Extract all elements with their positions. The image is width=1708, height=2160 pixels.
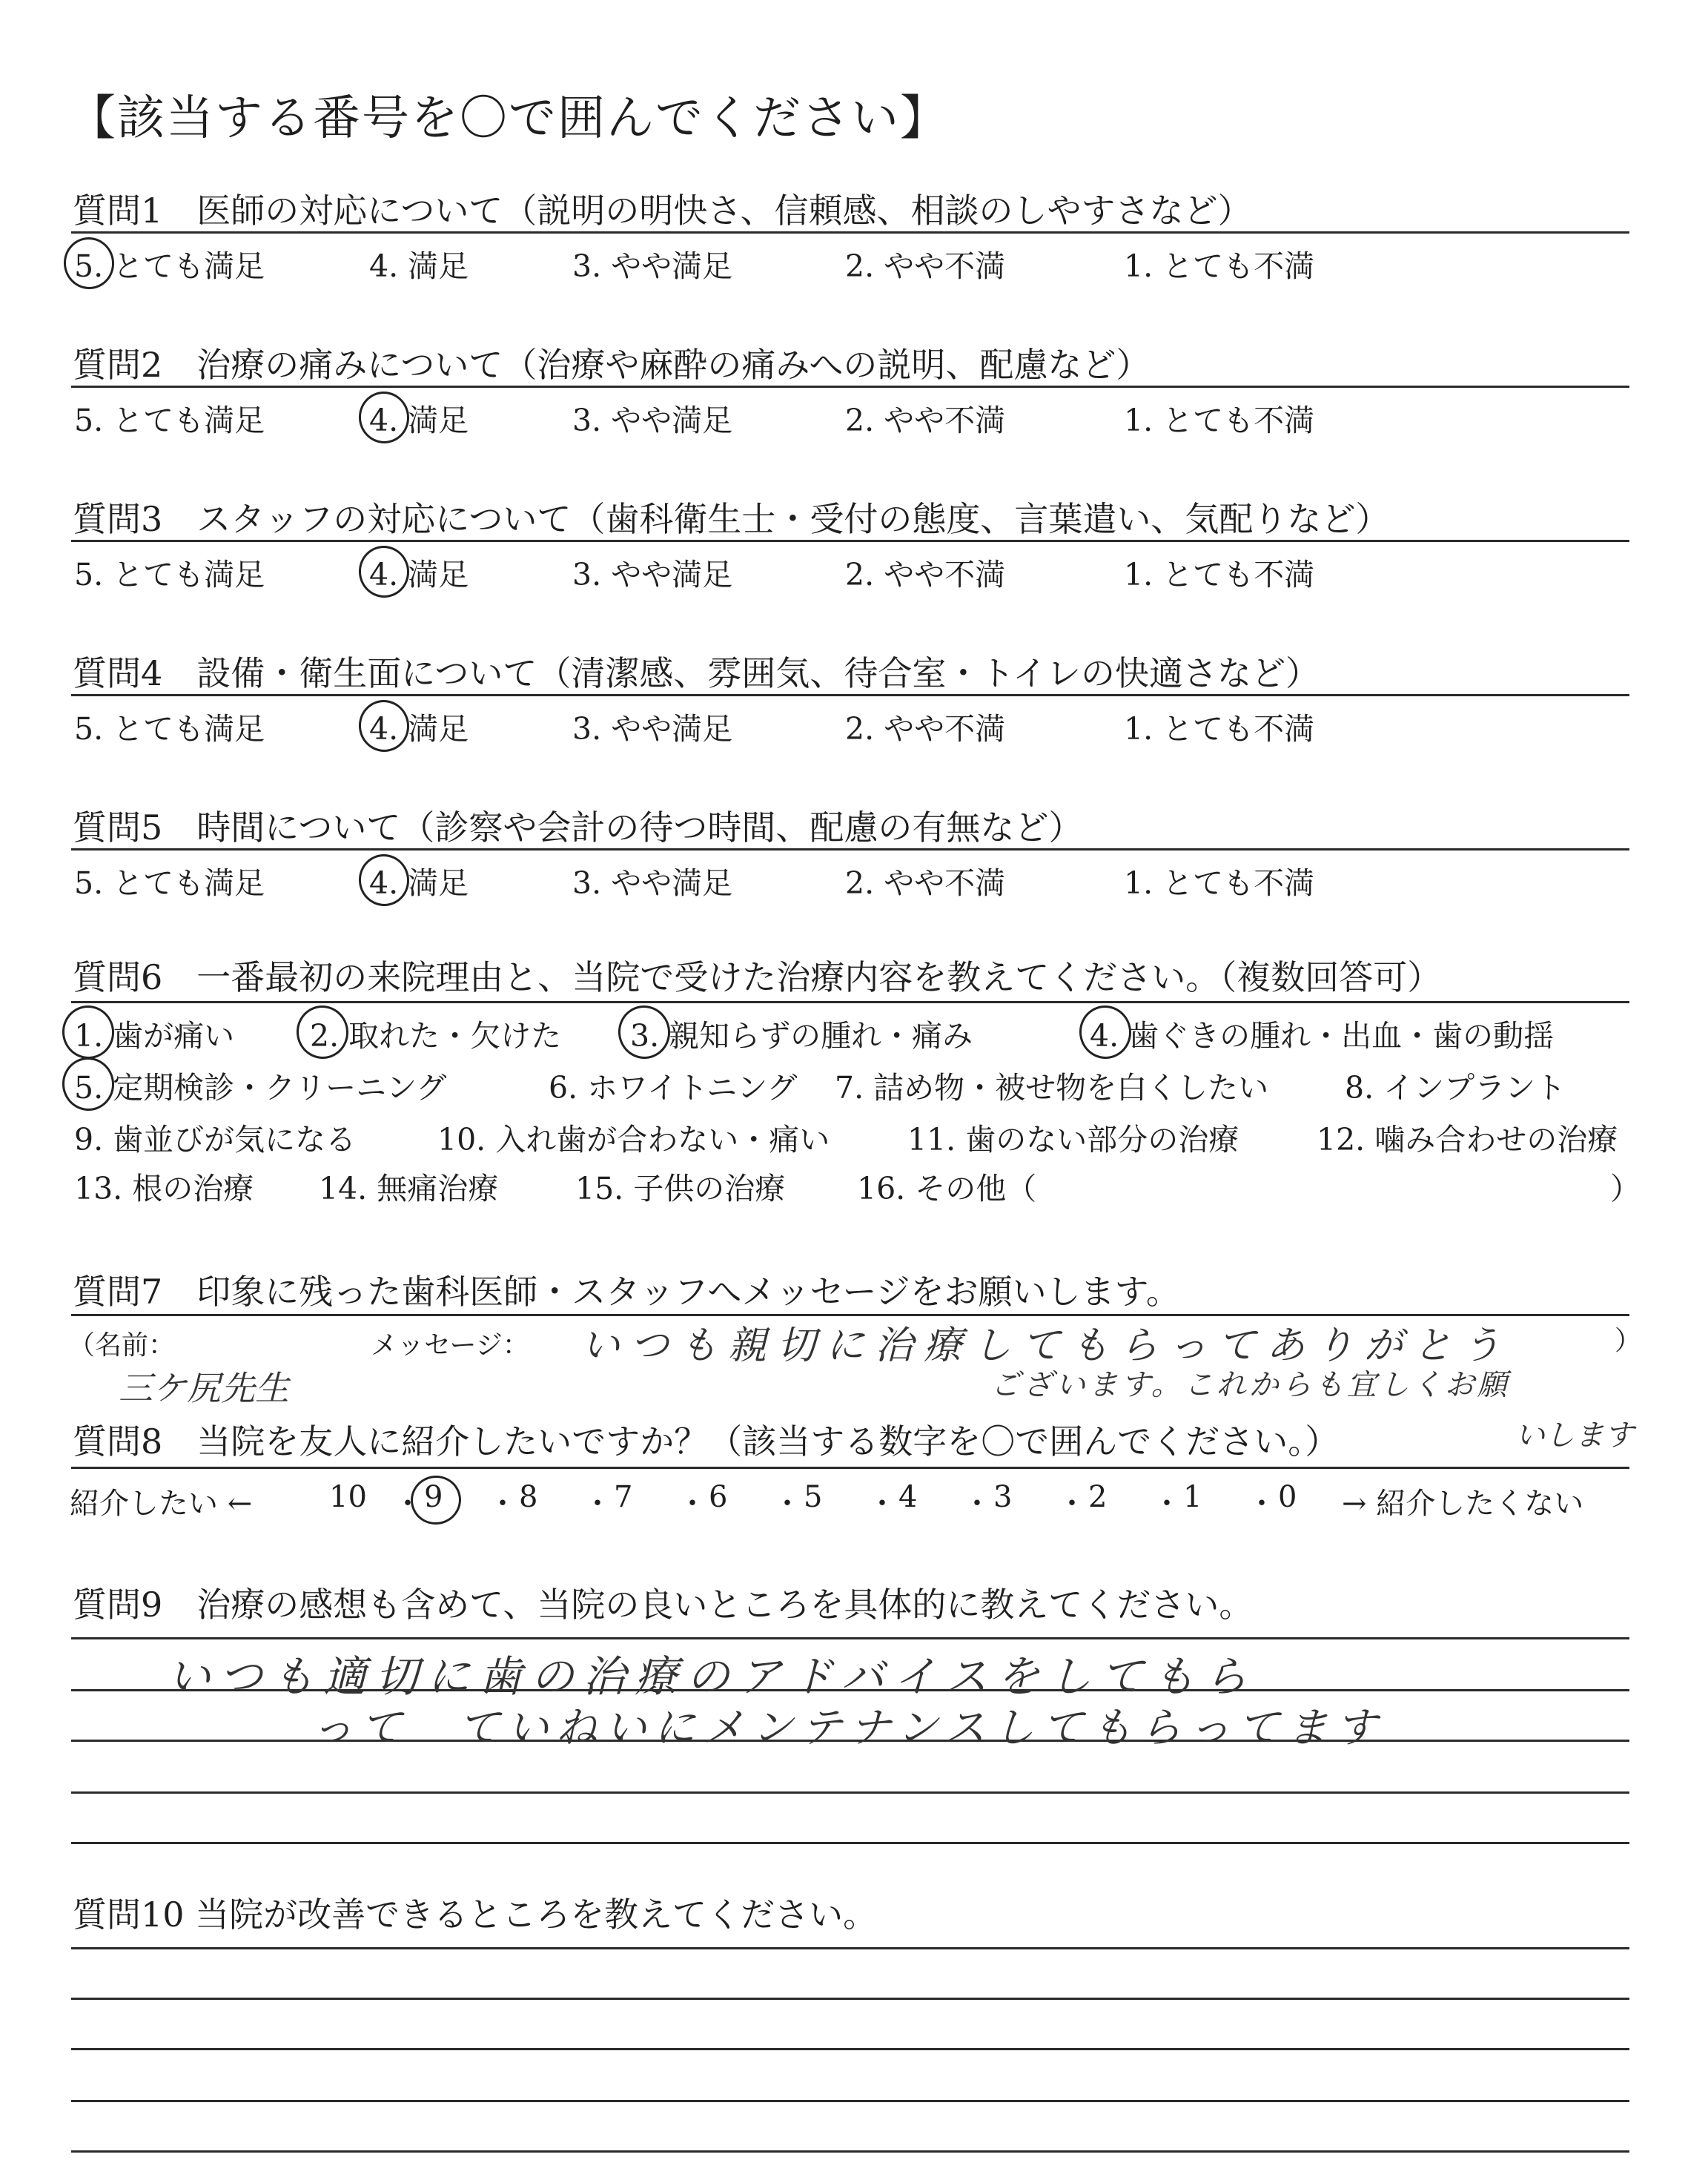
q5-option-5: 5. とても満足: [74, 865, 265, 901]
q8-scale-dot: ・: [1057, 1487, 1087, 1521]
q6-option-7: 7. 詰め物・被せ物を白くしたい: [835, 1070, 1269, 1106]
q6-close-paren: ）: [1610, 1171, 1641, 1206]
q8-scale-value-6: 6: [709, 1480, 728, 1514]
q1-option-5: 5. とても満足: [74, 248, 265, 284]
q8-scale-dot: ・: [867, 1487, 897, 1521]
q6-option-2: 2. 取れた・欠けた: [310, 1018, 562, 1054]
q8-scale-value-5: 5: [804, 1480, 823, 1514]
q8-right-label: → 紹介したくない: [1342, 1487, 1584, 1521]
q8-scale-dot: ・: [772, 1487, 802, 1521]
q7-handwritten-name: 三ケ尻先生: [119, 1368, 289, 1408]
q6-option-3: 3. 親知らずの腫れ・痛み: [630, 1018, 973, 1054]
q6-option-14: 14. 無痛治療: [319, 1171, 499, 1206]
q3-option-5: 5. とても満足: [74, 557, 265, 592]
q9-rule-1: [71, 1637, 1629, 1639]
q8-scale-dot: ・: [393, 1487, 423, 1521]
q2-title: 質問2 治療の痛みについて（治療や麻酔の痛みへの説明、配慮など）: [73, 345, 1151, 385]
q9-handwritten-line2: って ていねいにメンテナンスしてもらってます: [311, 1704, 1385, 1752]
q8-scale-dot: ・: [678, 1487, 707, 1521]
q2-option-5: 5. とても満足: [74, 403, 265, 438]
q6-option-8: 8. インプラント: [1345, 1070, 1566, 1106]
q8-scale-value-0: 0: [1278, 1480, 1297, 1514]
q8-scale-dot: ・: [1247, 1487, 1277, 1521]
q8-title: 質問8 当院を友人に紹介したいですか？（該当する数字を〇で囲んでください。）: [73, 1421, 1340, 1462]
q6-rule: [71, 1001, 1629, 1003]
q6-option-15: 15. 子供の治療: [575, 1171, 786, 1206]
q6-title: 質問6 一番最初の来院理由と、当院で受けた治療内容を教えてください。（複数回答可）: [73, 957, 1442, 997]
q6-option-16: 16. その他（: [857, 1171, 1037, 1206]
q8-scale-value-8: 8: [519, 1480, 538, 1514]
q6-option-1: 1. 歯が痛い: [74, 1018, 235, 1054]
q8-scale-value-2: 2: [1088, 1480, 1108, 1514]
q2-option-1: 1. とても不満: [1124, 403, 1315, 438]
q2-option-3: 3. やや満足: [572, 403, 733, 438]
q1-title: 質問1 医師の対応について（説明の明快さ、信頼感、相談のしやすさなど）: [73, 191, 1252, 231]
q3-title: 質問3 スタッフの対応について（歯科衛生士・受付の態度、言葉遣い、気配りなど）: [73, 499, 1390, 539]
q7-message-label: メッセージ：: [371, 1330, 529, 1361]
q6-option-4: 4. 歯ぐきの腫れ・出血・歯の動揺: [1090, 1018, 1555, 1054]
q3-option-2: 2. やや不満: [845, 557, 1006, 592]
q8-scale-dot: ・: [488, 1487, 517, 1521]
page-heading: 【該当する番号を〇で囲んでください】: [68, 91, 949, 146]
q3-option-4: 4. 満足: [369, 557, 469, 592]
q7-handwritten-message-line2: ございます。これからも宜しくお願: [990, 1368, 1510, 1402]
q1-option-1: 1. とても不満: [1124, 248, 1315, 284]
q1-option-2: 2. やや不満: [845, 248, 1006, 284]
q5-option-1: 1. とても不満: [1124, 865, 1315, 901]
q10-rule-1: [71, 1947, 1629, 1949]
q6-option-13: 13. 根の治療: [74, 1171, 254, 1206]
q8-rule: [71, 1467, 1629, 1469]
q4-option-3: 3. やや満足: [572, 711, 733, 747]
q9-handwritten-line1: いつも適切に歯の治療のアドバイスをしてもら: [168, 1651, 1257, 1702]
q5-option-3: 3. やや満足: [572, 865, 733, 901]
q2-rule: [71, 386, 1629, 388]
q6-option-5: 5. 定期検診・クリーニング: [74, 1070, 447, 1106]
q6-option-11: 11. 歯のない部分の治療: [907, 1122, 1239, 1157]
q8-scale-dot: ・: [962, 1487, 992, 1521]
q5-title: 質問5 時間について（診察や会計の待つ時間、配慮の有無など）: [73, 807, 1083, 848]
q4-option-4: 4. 満足: [369, 711, 469, 747]
q4-option-2: 2. やや不満: [845, 711, 1006, 747]
q9-title: 質問9 治療の感想も含めて、当院の良いところを具体的に教えてください。: [73, 1585, 1254, 1625]
q8-scale-value-10: 10: [329, 1480, 367, 1514]
q5-option-2: 2. やや不満: [845, 865, 1006, 901]
q8-scale-value-1: 1: [1183, 1480, 1202, 1514]
q6-option-9: 9. 歯並びが気になる: [74, 1122, 357, 1157]
q8-left-label: 紹介したい ←: [70, 1487, 253, 1521]
q6-option-10: 10. 入れ歯が合わない・痛い: [437, 1122, 830, 1157]
q8-scale-value-7: 7: [614, 1480, 633, 1514]
q7-close-paren: ）: [1615, 1326, 1642, 1356]
q1-rule: [71, 231, 1629, 234]
q1-option-3: 3. やや満足: [572, 248, 733, 284]
q2-option-2: 2. やや不満: [845, 403, 1006, 438]
q8-scale-dot: ・: [1152, 1487, 1182, 1521]
q7-title: 質問7 印象に残った歯科医師・スタッフへメッセージをお願いします。: [73, 1272, 1180, 1312]
q10-rule-2: [71, 1998, 1629, 2000]
q9-rule-4: [71, 1791, 1629, 1794]
q4-option-5: 5. とても満足: [74, 711, 265, 747]
q4-title: 質問4 設備・衛生面について（清潔感、雰囲気、待合室・トイレの快適さなど）: [73, 653, 1320, 693]
q4-rule: [71, 694, 1629, 696]
q5-rule: [71, 848, 1629, 851]
q3-rule: [71, 540, 1629, 542]
q4-option-1: 1. とても不満: [1124, 711, 1315, 747]
q7-handwritten-message-line1: いつも親切に治療してもらってありがとう: [581, 1324, 1512, 1368]
q7-handwritten-message-line3: いします: [1515, 1418, 1634, 1453]
q8-scale-value-4: 4: [898, 1480, 918, 1514]
q8-scale-dot: ・: [583, 1487, 612, 1521]
q1-option-4: 4. 満足: [369, 248, 469, 284]
q9-rule-5: [71, 1842, 1629, 1844]
q10-rule-3: [71, 2048, 1629, 2050]
q2-option-4: 4. 満足: [369, 403, 469, 438]
q8-scale-value-9: 9: [424, 1480, 443, 1514]
q6-option-6: 6. ホワイトニング: [549, 1070, 798, 1106]
q7-name-label: （名前：: [68, 1330, 176, 1361]
q6-option-12: 12. 噛み合わせの治療: [1317, 1122, 1618, 1157]
q8-scale-value-3: 3: [993, 1480, 1013, 1514]
q10-rule-5: [71, 2150, 1629, 2153]
q3-option-3: 3. やや満足: [572, 557, 733, 592]
q10-title: 質問10 当院が改善できるところを教えてください。: [73, 1895, 878, 1935]
q3-option-1: 1. とても不満: [1124, 557, 1315, 592]
q10-rule-4: [71, 2100, 1629, 2102]
q5-option-4: 4. 満足: [369, 865, 469, 901]
